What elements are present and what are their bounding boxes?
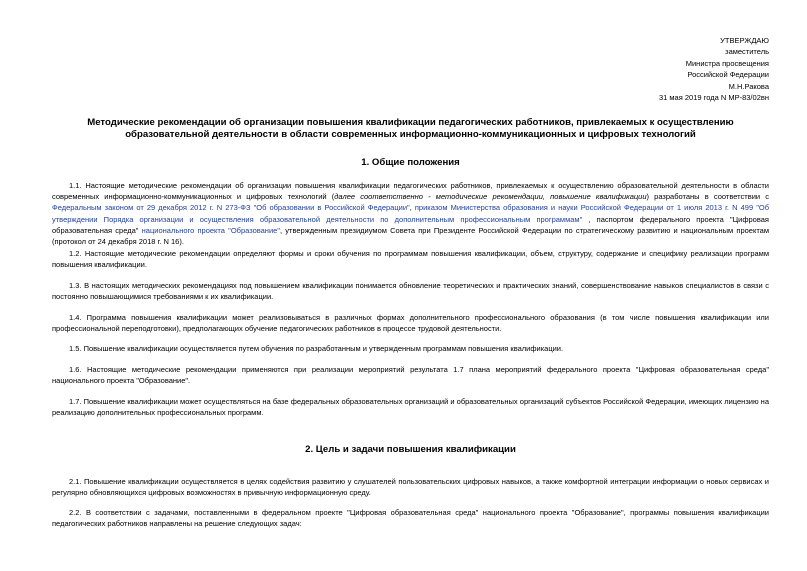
paragraph-1-2: 1.2. Настоящие методические рекомендации определяют формы и сроки обучения по программам повышения квалификации, объем, структуру, содержание и специфику реализации программ повышения квалификации. <box>52 249 769 270</box>
approval-heading: УТВЕРЖДАЮ <box>720 36 769 45</box>
approval-position: заместитель <box>725 47 769 57</box>
section-heading-goals: 2. Цель и задачи повышения квалификации <box>305 444 516 455</box>
paragraph-1-7: 1.7. Повышение квалификации может осуществляться на базе федеральных образовательных организаций и образовательных организаций субъектов Российской Федерации, имеющих лицензию на реализацию дополнительных профессиональных программ. <box>52 397 769 418</box>
paragraph-1-1-italic-note: далее соответственно - методические рекомендации, повышение квалификации <box>334 192 647 202</box>
approval-signatory: М.Н.Ракова <box>728 81 769 91</box>
paragraph-1-1 <box>52 180 769 247</box>
approval-country: Российской Федерации <box>687 70 769 80</box>
approval-date-number: 31 мая 2019 года N МР-83/02вн <box>658 93 769 103</box>
link-order-499[interactable]: приказом Министерства образования и науки Российской Федерации от 1 июля 2013 г. N 499 "Об утверждении Порядка организации и осуществления образовательной деятельности по дополнительным профессиональным программам" <box>52 203 769 224</box>
link-federal-law-273[interactable]: Федеральным законом от 29 декабря 2012 г. N 273-ФЗ "Об образовании в Российской Федерации" <box>52 203 410 213</box>
approval-ministry: Министра просвещения <box>685 58 769 68</box>
approval-block <box>659 35 769 103</box>
paragraph-2-1: 2.1. Повышение квалификации осуществляется в целях содействия развитию у слушателей пользовательских цифровых навыков, а также комфортной интеграции информации о новых сервисах и регулярно обновляющихся цифровых возможностях в привычную информационную среду. <box>52 477 769 498</box>
section-heading-general: 1. Общие положения <box>361 157 460 168</box>
paragraph-1-1-text-d: , паспортом федерального проекта "Цифровая образовательная среда" <box>52 214 769 235</box>
paragraph-2-2: 2.2. В соответствии с задачами, поставленными в федеральном проекте "Цифровая образовательная среда" национального проекта "Образование", программы повышения квалификации педагогических работников направлены на решение следующих задач: <box>52 508 769 529</box>
paragraph-1-1-text-b: ) разработаны в соответствии с <box>646 192 770 202</box>
paragraph-1-5: 1.5. Повышение квалификации осуществляется путем обучения по разработанным и утвержденным программам повышения квалификации. <box>69 344 564 353</box>
paragraph-1-3: 1.3. В настоящих методических рекомендациях под повышением квалификации понимается обновление теоретических и практических знаний, совершенствование навыков специалистов в связи с постоянно повышающимися требованиями к их квалификации. <box>52 281 769 302</box>
document-title: Методические рекомендации об организации повышения квалификации педагогических работников, привлекаемых к осуществлению образовательной деятельности в области современных информационно-коммуникационных и цифровых технологий <box>87 117 734 141</box>
link-national-project-education[interactable]: национального проекта "Образование" <box>141 225 280 235</box>
paragraph-1-1-text-e: , утвержденным президиумом Совета при Президенте Российской Федерации по стратегическому развитию и национальным проектам (протокол от 24 декабря 2018 г. N 16). <box>52 225 770 247</box>
paragraph-1-4: 1.4. Программа повышения квалификации может реализовываться в различных формах дополнительного профессионального образования (в том числе повышения квалификации или профессиональной переподготовки), предполагающих обучение педагогических работников в процессе трудовой деятельности. <box>52 313 769 334</box>
paragraph-1-1-text-c: , <box>409 203 415 213</box>
paragraph-1-6: 1.6. Настоящие методические рекомендации применяются при реализации мероприятий результата 1.7 плана мероприятий федерального проекта "Цифровая образовательная среда" национального проекта "Образование". <box>52 365 769 386</box>
paragraph-1-1-text-a: 1.1. Настоящие методические рекомендации об организации повышения квалификации педагогических работников, привлекаемых к осуществлению образовательной деятельности в области современных информационно-коммуникационных и цифровых технологий ( <box>52 181 769 202</box>
